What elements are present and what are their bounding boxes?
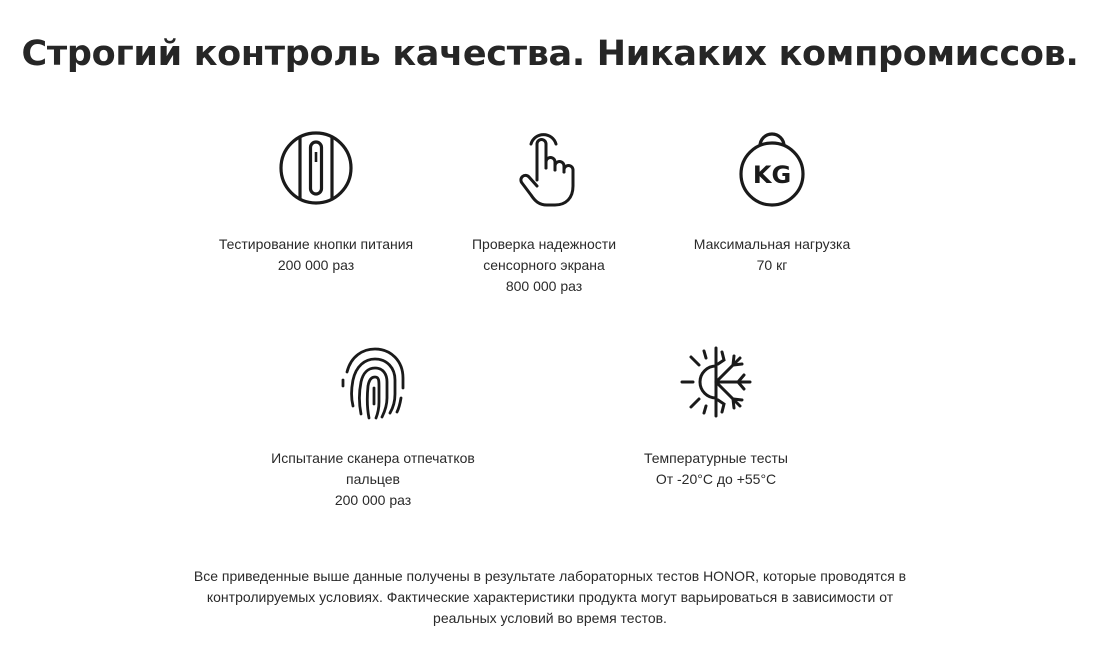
page-title: Строгий контроль качества. Никаких компромиссов. (21, 34, 1079, 74)
feature-label-line: Максимальная нагрузка (693, 236, 851, 252)
disclaimer-line: реальных условий во время тестов. (433, 610, 667, 626)
feature-label-line: Проверка надежности (471, 236, 617, 252)
disclaimer-line: Все приведенные выше данные получены в результате лабораторных тестов HONOR, которые проводятся в (193, 568, 907, 584)
sun-snowflake-icon (676, 342, 756, 422)
feature-value: 200 000 раз (277, 257, 355, 273)
disclaimer-text (150, 566, 950, 629)
touch-hand-icon (504, 128, 584, 208)
feature-max-load (642, 128, 902, 276)
weight-kg-text: KG (752, 161, 792, 189)
feature-value: 800 000 раз (505, 278, 583, 294)
feature-label-line: Тестирование кнопки питания (218, 236, 414, 252)
feature-label-line: сенсорного экрана (483, 257, 605, 273)
feature-temperature-tests (586, 342, 846, 490)
feature-value: От -20°C до +55°C (655, 471, 777, 487)
fingerprint-icon (333, 342, 413, 422)
power-button-icon (276, 128, 356, 208)
feature-label-line: пальцев (346, 471, 400, 487)
feature-label-line: Испытание сканера отпечатков (271, 450, 475, 466)
feature-label-line: Температурные тесты (644, 450, 788, 466)
feature-power-button (186, 128, 446, 276)
feature-touch-screen (414, 128, 674, 297)
feature-value: 200 000 раз (334, 492, 412, 508)
feature-value: 70 кг (756, 257, 788, 273)
weight-kg-icon (732, 128, 812, 208)
disclaimer-line: контролируемых условиях. Фактические характеристики продукта могут варьироваться в зависимости от (206, 589, 894, 605)
feature-fingerprint-scanner (243, 342, 503, 511)
